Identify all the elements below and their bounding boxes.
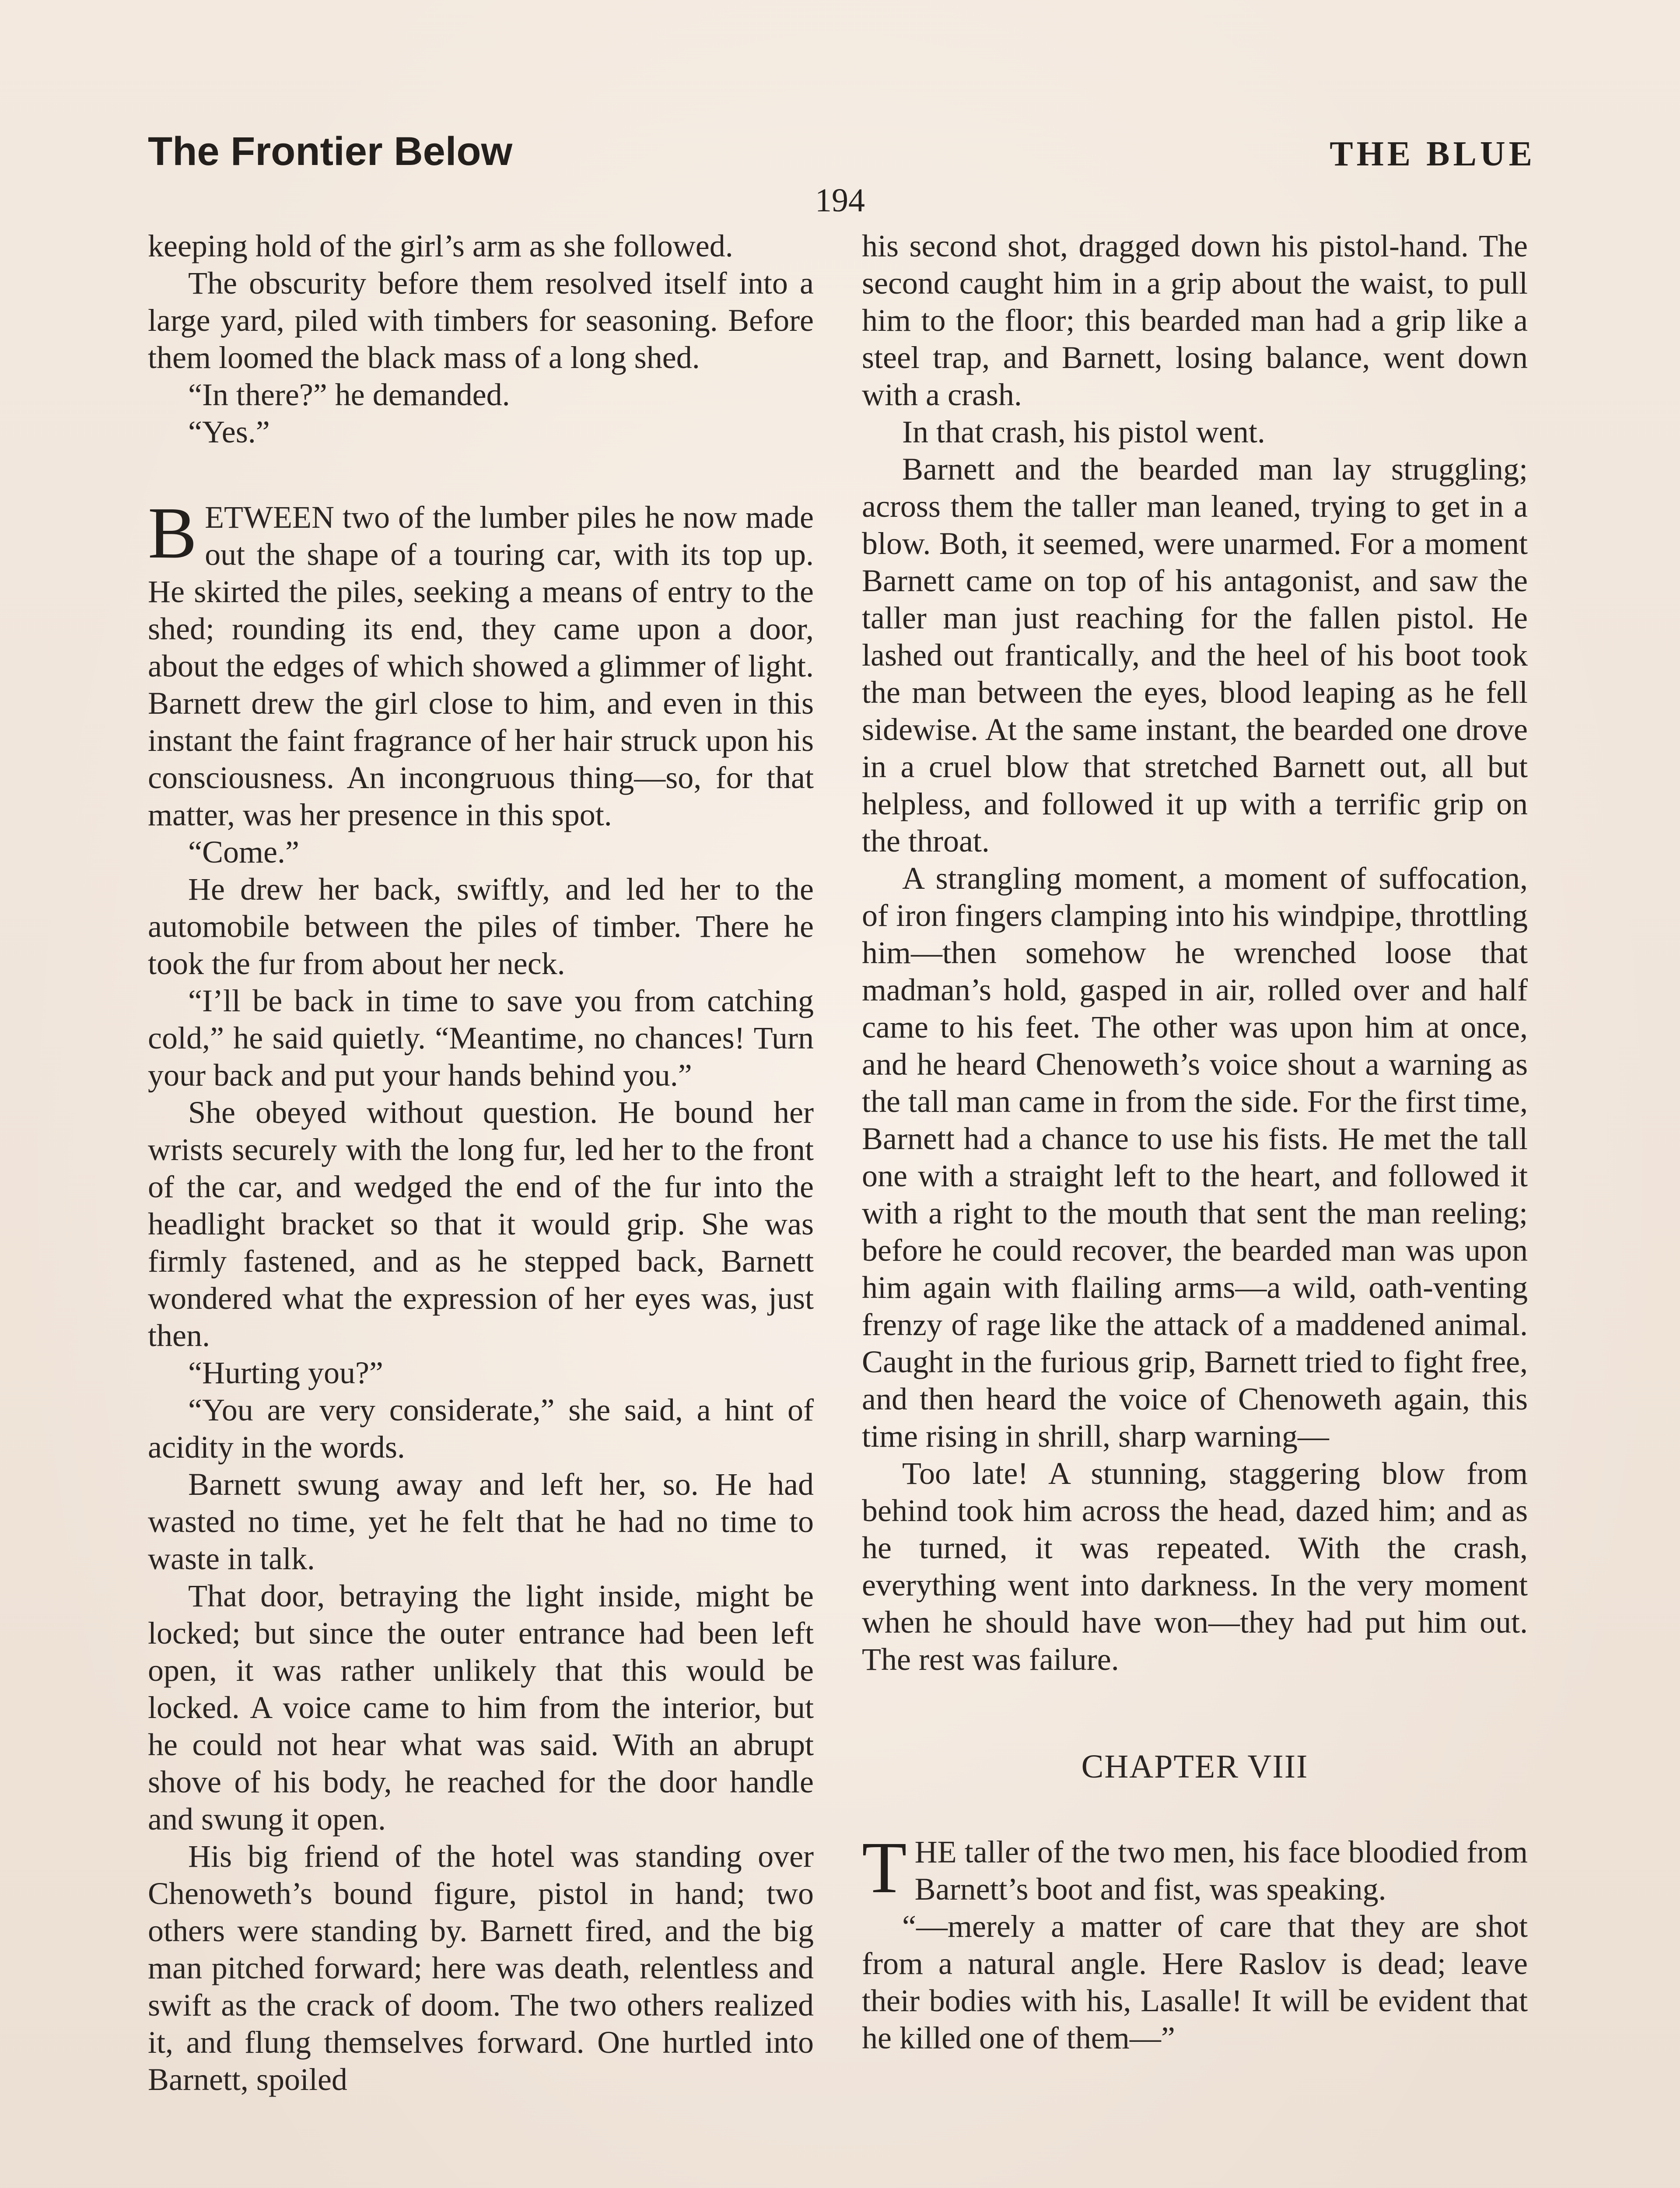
paragraph: That door, betraying the light inside, might be locked; but since the outer entrance had been left open, it was rather unlikely that this would be locked. A voice came to him from the interior, but he could not hear what was said. With an abrupt shove of his body, he reached for the door handle and swung it open. xyxy=(148,1578,814,1837)
paragraph: He drew her back, swiftly, and led her to the automobile between the piles of timber. There he took the fur from about her neck. xyxy=(148,872,814,981)
paragraph-text: ETWEEN two of the lumber piles he now made out the shape of a touring car, with its top up. He skirted the piles, seeking a means of entry to the shed; rounding its end, they came upon a door, about the edges of which showed a glimmer of light. Barnett drew the girl close to him, and even in this instant the faint fragrance of her hair struck upon his consciousness. An incongruous thing—so, for that matter, was her presence in this spot. xyxy=(148,500,814,832)
paragraph: “—merely a matter of care that they are shot from a natural angle. Here Raslov is dead; leave their bodies with his, Lasalle! It will be evident that he killed one of them—” xyxy=(862,1909,1528,2055)
left-column xyxy=(148,228,814,2098)
magazine-title: THE BLUE xyxy=(1330,135,1536,173)
chapter-opening-paragraph xyxy=(862,1827,1528,1908)
paragraph: keeping hold of the girl’s arm as she followed. xyxy=(148,228,733,263)
paragraph: “Yes.” xyxy=(188,414,270,449)
paragraph: His big friend of the hotel was standing over Chenoweth’s bound figure, pistol in hand; two others were standing by. Barnett fired, and the big man pitched forward; here was death, relentless and swift as the crack of doom. The two others realized it, and flung themselves forward. One hurtled into Barnett, spoiled xyxy=(148,1839,814,2097)
paragraph: The obscurity before them resolved itself into a large yard, piled with timbers for seasoning. Before them loomed the black mass of a long shed. xyxy=(148,266,814,375)
paragraph: his second shot, dragged down his pistol-hand. The second caught him in a grip about the waist, to pull him to the floor; this bearded man had a grip like a steel trap, and Barnett, losing balance, went down with a crash. xyxy=(862,228,1528,412)
paragraph: “You are very considerate,” she said, a hint of acidity in the words. xyxy=(148,1392,814,1465)
paragraph: Barnett and the bearded man lay struggling; across them the taller man leaned, trying to get in a blow. Both, it seemed, were unarmed. For a moment Barnett came on top of his antagonist, and saw the taller man just reaching for the fallen pistol. He lashed out frantically, and the heel of his boot took the man between the eyes, blood leaping as he fell sidewise. At the same instant, the bearded one drove in a cruel blow that stretched Barnett out, all but helpless, and followed it up with a terrific grip on the throat. xyxy=(862,452,1528,859)
section-break xyxy=(148,451,814,499)
story-title: The Frontier Below xyxy=(148,129,513,174)
section-opening-paragraph xyxy=(148,492,814,834)
paragraph: “Come.” xyxy=(188,835,299,870)
drop-cap: B xyxy=(148,492,197,574)
paragraph: In that crash, his pistol went. xyxy=(902,414,1265,449)
paragraph: A strangling moment, a moment of suffocation, of iron fingers clamping into his windpipe, throttling him—then somehow he wrenched loose that madman’s hold, gasped in air, rolled over and half came to his feet. The other was upon him at once, and he heard Chenoweth’s voice shout a warning as the tall man came in from the side. For the first time, Barnett had a chance to use his fists. He met the tall one with a straight left to the heart, and followed it with a right to the mouth that sent the man reeling; before he could recover, the bearded man was upon him again with flailing arms—a wild, oath-venting frenzy of rage like the attack of a maddened animal. Caught in the furious grip, Barnett tried to fight free, and then heard the voice of Chenoweth again, this time rising in shrill, sharp warning— xyxy=(862,861,1528,1454)
paragraph: “Hurting you?” xyxy=(188,1355,383,1390)
paragraph: Too late! A stunning, staggering blow from behind took him across the head, dazed him; and as he turned, it was repeated. With the crash, everything went into darkness. In the very moment when he should have won—they had put him out. The rest was failure. xyxy=(862,1456,1528,1677)
paragraph: She obeyed without question. He bound her wrists securely with the long fur, led her to the front of the car, and wedged the end of the fur into the headlight bracket so that it would grip. She was firmly fastened, and as he stepped back, Barnett wondered what the expression of her eyes was, just then. xyxy=(148,1095,814,1353)
paragraph-text: HE taller of the two men, his face bloodied from Barnett’s boot and fist, was speaking. xyxy=(914,1834,1528,1907)
drop-cap: T xyxy=(862,1827,907,1908)
chapter-heading: CHAPTER VIII xyxy=(1081,1748,1309,1785)
right-column xyxy=(862,228,1528,2057)
paragraph: “I’ll be back in time to save you from catching cold,” he said quietly. “Meantime, no chances! Turn your back and put your hands behind you.” xyxy=(148,983,814,1093)
paragraph: Barnett swung away and left her, so. He had wasted no time, yet he felt that he had no time to waste in talk. xyxy=(148,1467,814,1576)
paragraph: “In there?” he demanded. xyxy=(188,377,510,412)
page-number: 194 xyxy=(815,182,865,219)
